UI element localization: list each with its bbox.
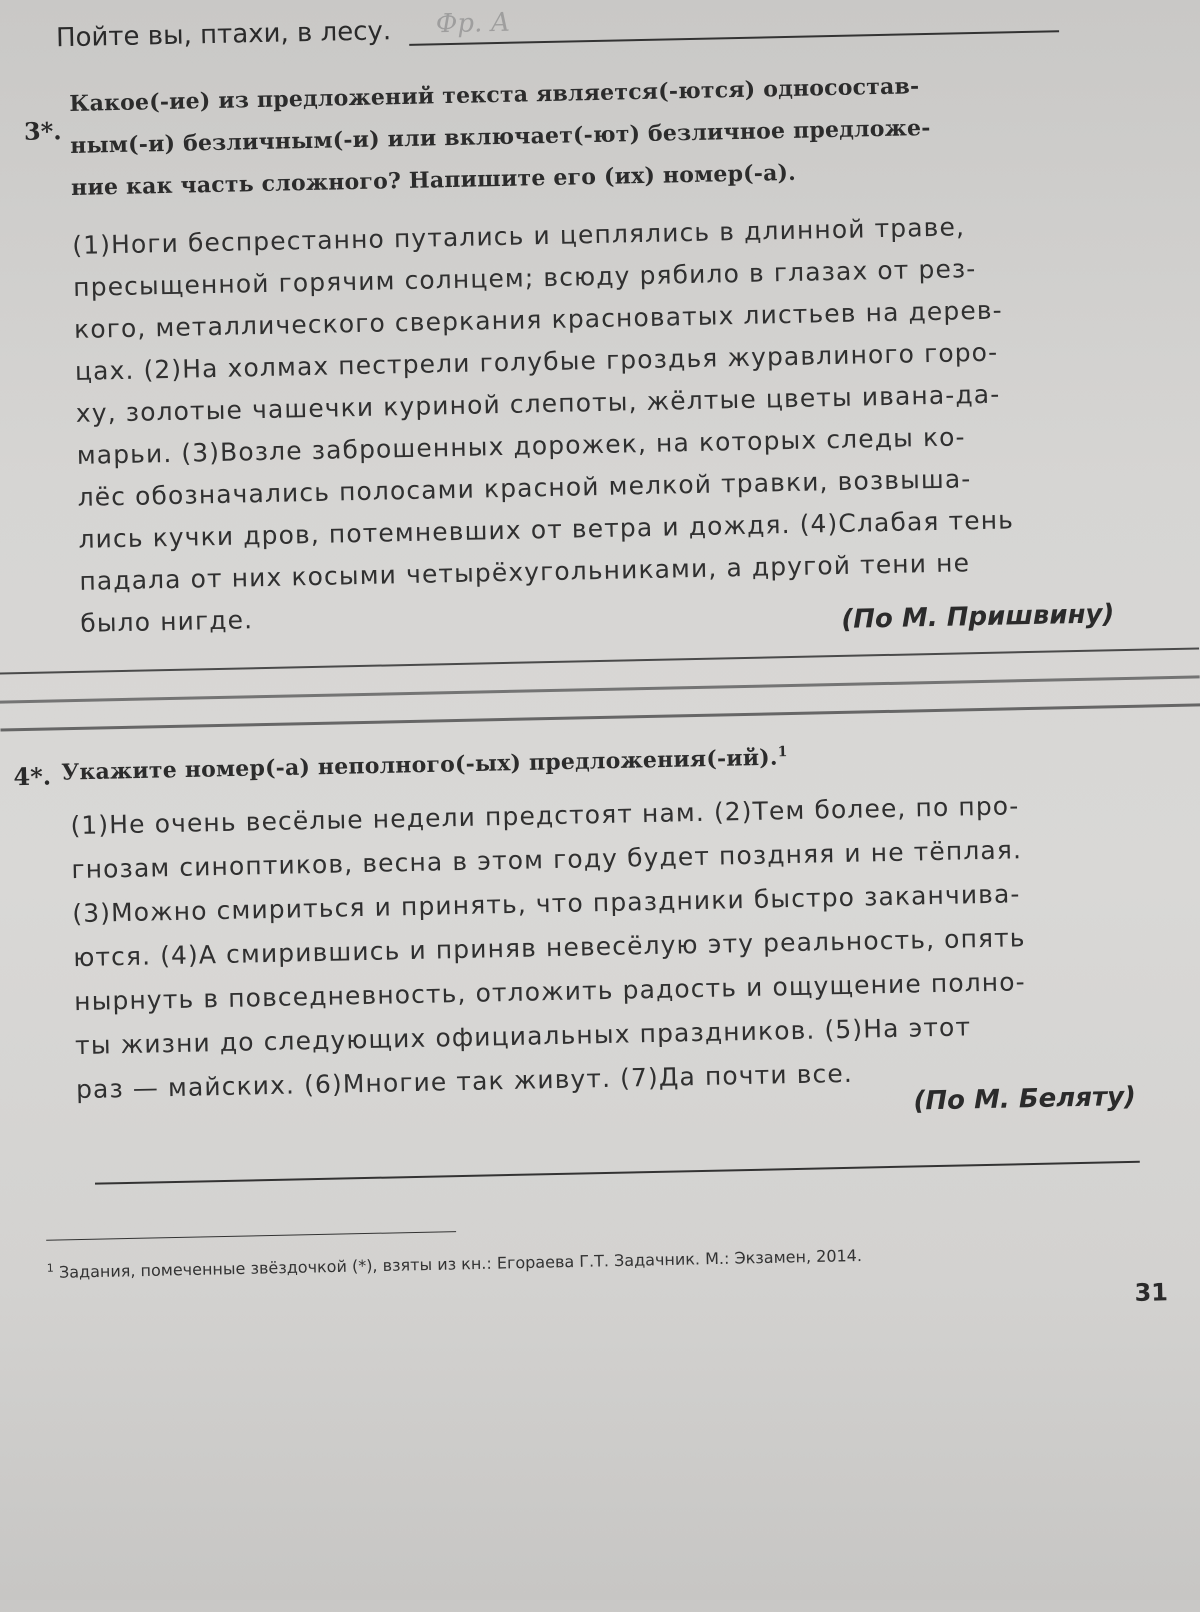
page-number: 31: [1134, 1278, 1169, 1307]
task4-text-line: ются. (4)А смирившись и приняв невесёлую эту реальность, опять: [72, 923, 1026, 973]
task3-text-line: лись кучки дров, потемневших от ветра и дождя. (4)Слабая тень: [78, 505, 1015, 554]
task4-text-line: (1)Не очень весёлые недели предстоят нам. (2)Тем более, по про-: [70, 791, 1020, 841]
task3-text-line: цах. (2)На холмах пестрели голубые гроздья журавлиного горо-: [74, 337, 999, 386]
task3-text-line: лёс обозначались полосами красной мелкой травки, возвыша-: [77, 464, 972, 512]
task4-text-line: (3)Можно смириться и принять, что праздники быстро заканчива-: [72, 879, 1021, 929]
footnote-mark: 1: [777, 744, 788, 761]
intro-text: Пойте вы, птахи, в лесу.: [55, 16, 392, 54]
task4-text-line: нырнуть в повседневность, отложить радость и ощущение полно-: [73, 967, 1027, 1017]
task3-text-line: было нигде.: [79, 605, 254, 638]
fold-divider: [0, 647, 1199, 674]
task4-number: 4*.: [13, 761, 52, 792]
task3-text-line: ху, золотые чашечки куриной слепоты, жёлтые цветы ивана-да-: [75, 379, 1001, 428]
intro-line: [56, 2, 1060, 53]
task4-author: (По М. Беляту): [913, 1081, 1137, 1117]
task3-author: (По М. Пришвину): [841, 599, 1115, 635]
task3-text-line: падала от них косыми четырёхугольниками, а другой тени не: [79, 548, 971, 596]
fold-divider: [0, 703, 1200, 731]
task3-text-line: пресыщенной горячим солнцем; всюду рябило в глазах от рез-: [72, 254, 977, 302]
task3-text-line: (1)Ноги беспрестанно путались и цеплялись в длинной траве,: [72, 212, 966, 260]
footnote-text: Задания, помеченные звёздочкой (*), взяты из кн.: Егораева Г.Т. Задачник. М.: Экзамен, 2014.: [58, 1245, 863, 1282]
footnote-separator: [46, 1231, 456, 1241]
task3-question-line: Какое(-ие) из предложений текста является(-ются) односостав-: [69, 73, 920, 117]
fold-divider: [0, 675, 1200, 703]
task3-question-line: ние как часть сложного? Напишите его (их) номер(-а).: [70, 159, 797, 201]
task3-number: 3*.: [23, 116, 62, 146]
task4-text-line: ты жизни до следующих официальных праздников. (5)На этот: [74, 1012, 972, 1061]
answer-line: [95, 1161, 1140, 1185]
footnote: [47, 1245, 863, 1282]
task3-text-line: марьи. (3)Возле заброшенных дорожек, на которых следы ко-: [76, 422, 966, 470]
task4-text-line: раз — майских. (6)Многие так живут. (7)Да почти все.: [75, 1058, 854, 1105]
footnote-mark: 1: [46, 1261, 54, 1275]
task4-question: [61, 744, 788, 786]
task3-text-line: кого, металлического сверкания красноватых листьев на дерев-: [73, 295, 1004, 344]
handwritten-answer: Фр. А: [435, 7, 511, 40]
task4-text-line: гнозам синоптиков, весна в этом году будет поздняя и не тёплая.: [71, 835, 1023, 885]
task3-question-line: ным(-и) безличным(-и) или включает(-ют) безличное предложе-: [70, 114, 931, 159]
task4-question-text: Укажите номер(-а) неполного(-ых) предложения(-ий).: [61, 744, 779, 786]
